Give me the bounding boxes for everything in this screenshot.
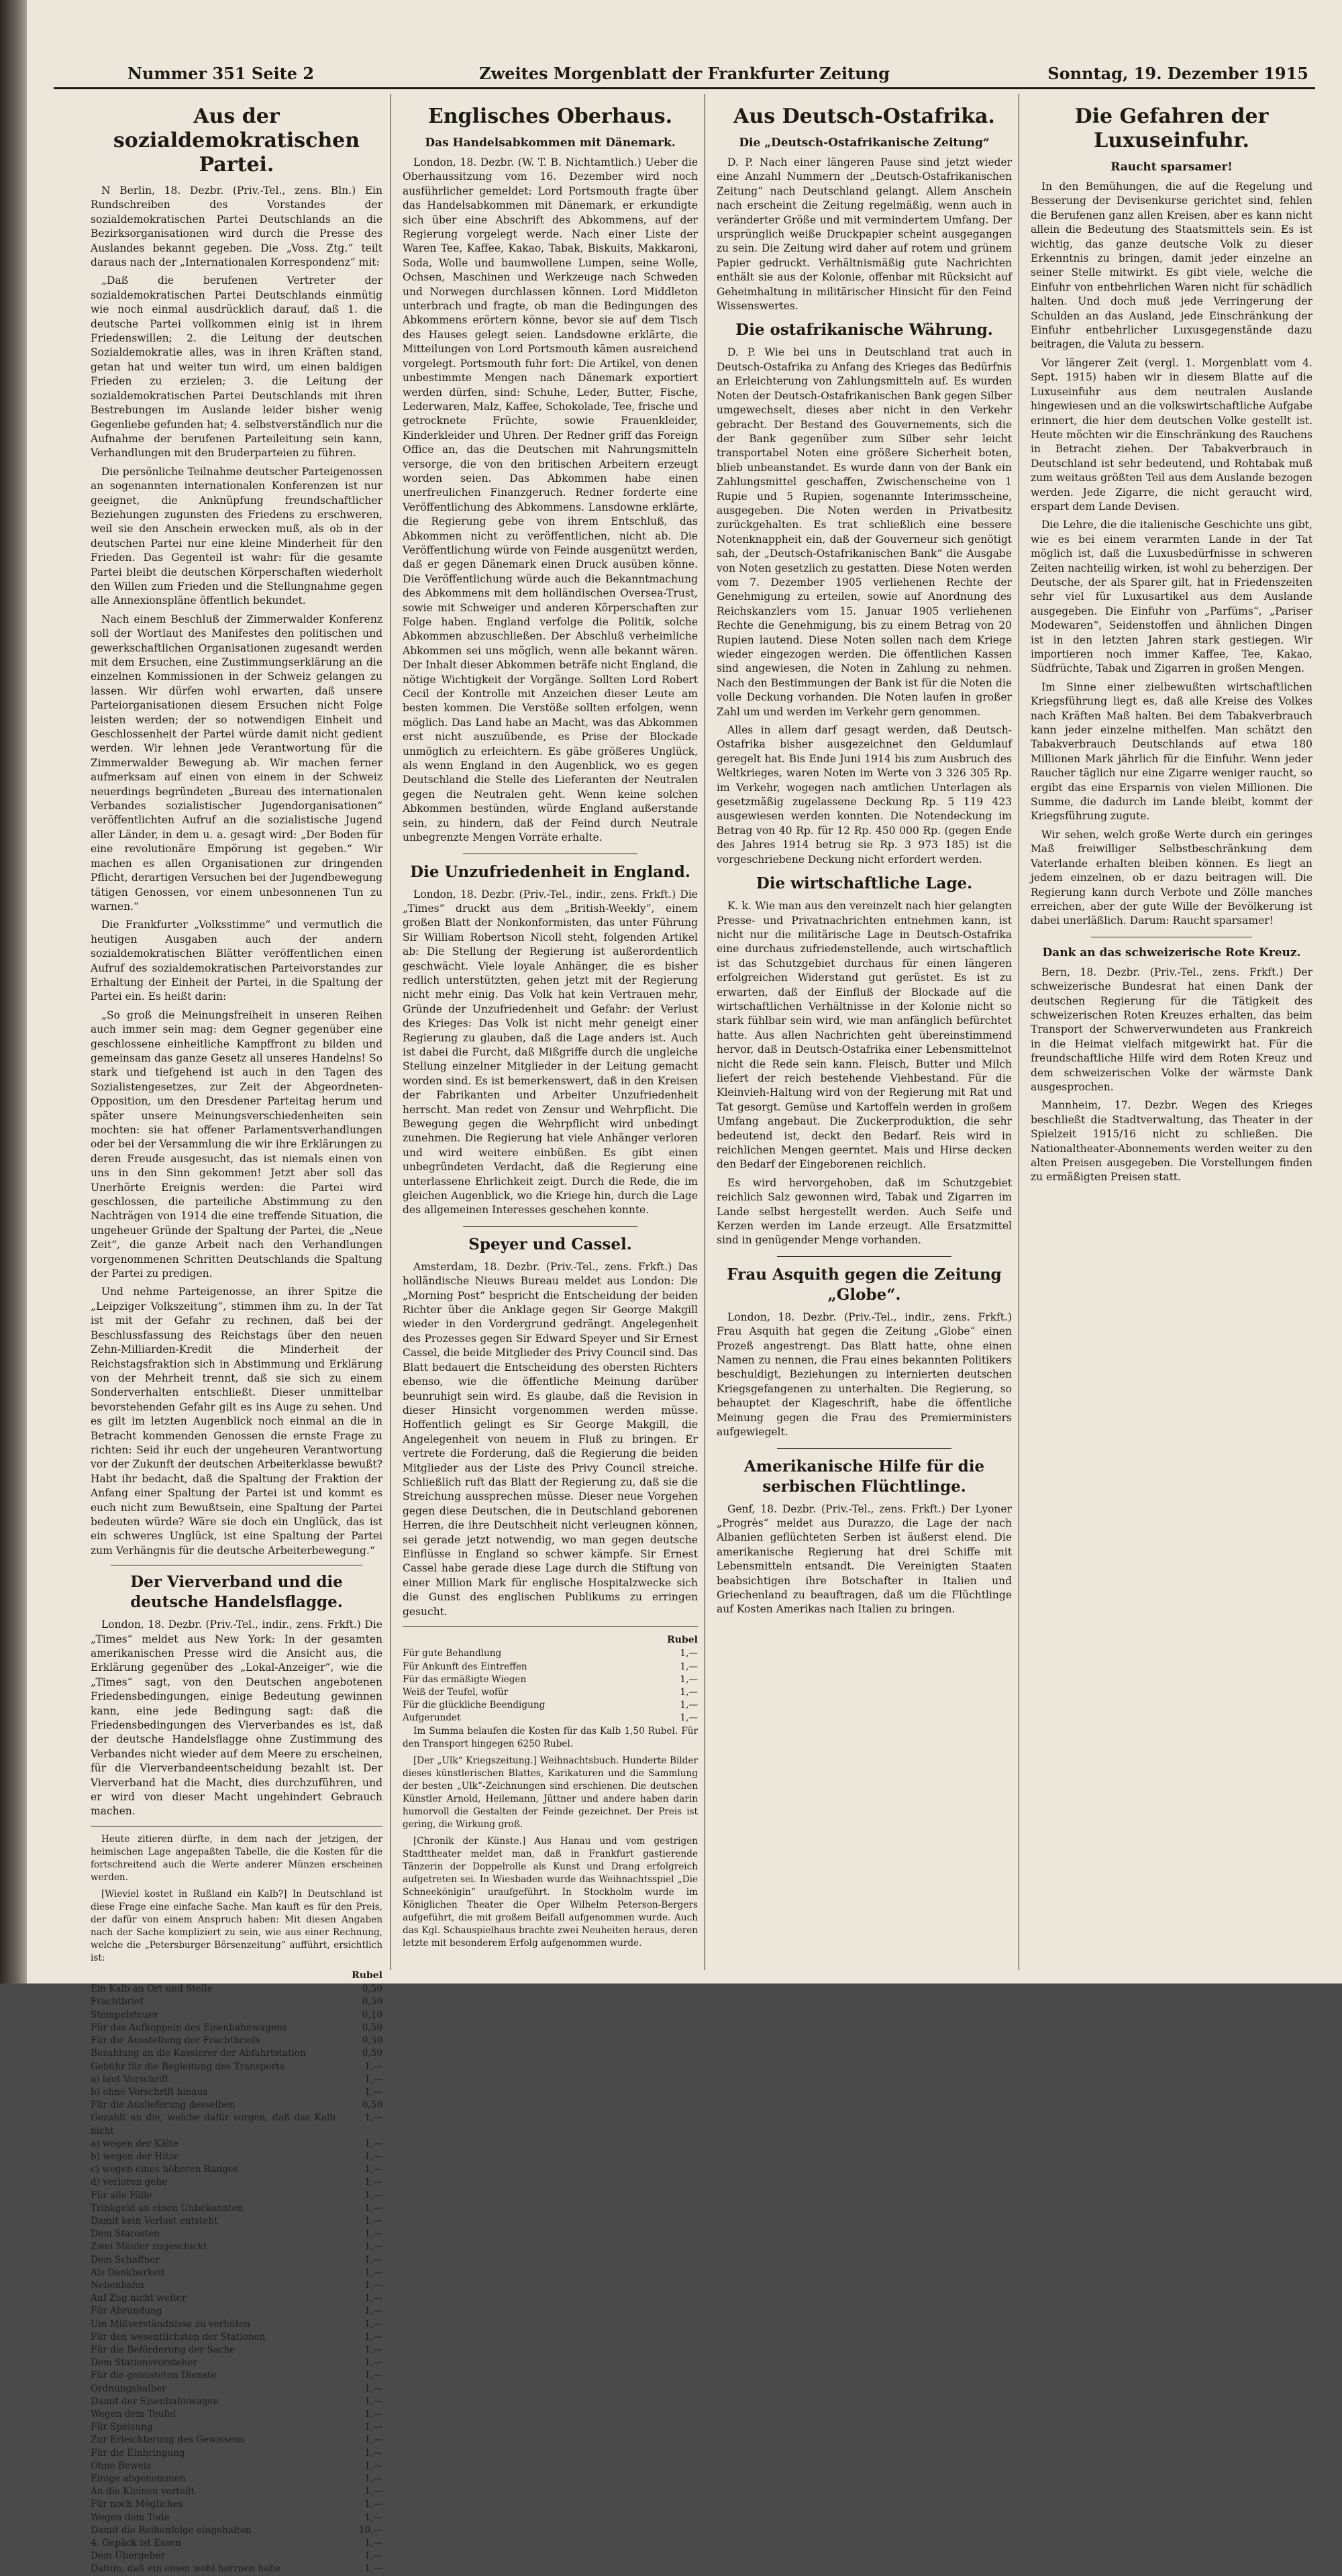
price-row [91,2073,382,2086]
price-row [91,2524,382,2537]
article-paragraph: Und nehme Parteigenosse, an ihrer Spitze die „Leipziger Volkszeitung“, stimmen ihm zu. In der Tat ist mit der Gefahr zu rechnen, daß bei der Beschlussfassung des Reichstags über den neuen Zehn-Milliarden-Kredit die Minderheit der Reichstagsfraktion sich in Abstimmung und Erklärung von der Mehrheit trennt, daß sie sich zu einem Sonderverhalten entschließt. Dieser unmittelbar bevorstehenden Gefahr gilt es ins Auge zu sehen. Und es gilt im letzten Augenblick noch einmal an die in Betracht kommenden Genossen die ernste Frage zu richten: Seid ihr euch der ungeheuren Verantwortung vor der Zukunft der deutschen Arbeiterklasse bewußt? Habt ihr bedacht, daß die Spaltung der Fraktion der Anfang einer Spaltung der Partei ist und kommt es euch nicht zum Bewußtsein, eine Spaltung der Partei bedeuten würde? Wäre sie doch ein Unglück, das ist ein schweres Unglück, ist eine Spaltung der Partei zum Verhängnis für die deutsche Arbeiterbewegung.“ [91,1286,382,1557]
price-item: Datum, daß ein einen wohl herrnen habe [91,2563,281,2575]
price-item: a) wegen der Kälte [91,2138,178,2149]
price-row [403,1699,698,1712]
price-row [91,1996,382,2008]
price-row [91,2512,382,2524]
price-value: 1,— [364,2073,382,2085]
article-paragraph: „Daß die berufenen Vertreter der sozialdemokratischen Partei Deutschlands einmütig wie noch einmal ausdrücklich darauf, daß 1. die deutsche Partei vollkommen einig ist in ihrem Friedenswillen; 2. die Leitung der deutschen Sozialdemokratie alles, was in ihren Kräften stand, getan hat und weiter tun wird, um einen baldigen Frieden zu erzielen; 3. die Leitung der sozialdemokratischen Partei Deutschlands mit ihren Bestrebungen im Auslande leider bisher wenig Gegenliebe gefunden hat; 4. selbstverständlich nur die Aufnahme der berufenen Parteileitung sein kann, Verhandlungen mit den Bruderparteien zu führen. [91,274,382,460]
price-row [91,2215,382,2228]
price-item: Für alle Fälle [91,2189,152,2201]
price-value: 1,— [364,2538,382,2549]
price-value: 1,— [364,2563,382,2575]
issue-and-page: Nummer 351 Seite 2 [127,64,315,83]
price-item: Für gute Behandlung [403,1648,502,1659]
price-value: 0,50 [362,2022,382,2033]
article-paragraph: [Der „Ulk“ Kriegszeitung.] Weihnachtsbuch. Hunderte Bilder dieses künstlerischen Blattes, Karikaturen und die Sammlung der besten „Ulk“-Zeichnungen sind erschienen. Die deutschen Künstler Arnold, Heilemann, Jüttner und andere haben darin humorvoll die Gestalten der Feinde gezeichnet. Der Preis ist gering, die Wirkung groß. [403,1755,698,1830]
price-item: Einige abgenommen [91,2473,186,2484]
price-value: 1,— [364,2293,382,2304]
article-title: Frau Asquith gegen die Zeitung „Globe“. [727,1265,1002,1304]
article-title: Der Vierverband und die deutsche Handelsflagge. [130,1573,343,1612]
price-row [91,2460,382,2473]
article-paragraph: [Chronik der Künste.] Aus Hanau und vom gestrigen Stadttheater meldet man, daß in Frankfurt gastierende Tänzerin der Doppelrolle als Kunst und Drang erfolgreich aufgetreten sei. In Wiesbaden wurde das Weihnachtsspiel „Die Schneekönigin“ uraufgeführt. In Stockholm wurde im Königlichen Theater die Oper Wilhelm Peterson-Bergers aufgeführt, die mit großem Beifall aufgenommen wurde. Auch das Kgl. Schauspielhaus brachte zwei Neuheiten heraus, deren letzte mit besonderem Erfolg aufgenommen wurde. [403,1835,698,1949]
price-item: Dem Schaffner [91,2254,160,2265]
price-row [91,2099,382,2112]
price-row [91,1983,382,1996]
column-3 [717,101,1012,1966]
price-item: Für Abrundung [91,2306,162,2317]
article-paragraph: N Berlin, 18. Dezbr. (Priv.-Tel., zens. Bln.) Ein Rundschreiben des Vorstandes der sozialdemokratischen Partei Deutschlands an die Bezirksorganisationen wird durch die Presse des Auslandes bekannt gegeben. Die „Voss. Ztg.“ teilt daraus nach der „Internationalen Korrespondenz“ mit: [91,185,382,269]
price-value: 10,— [358,2524,382,2536]
price-item: Nebenbahn [91,2279,144,2291]
price-row [91,2189,382,2202]
price-value: 1,— [364,2138,382,2149]
price-value: 0,50 [362,2048,382,2059]
price-table-continued [403,1647,698,1724]
price-value: 0,50 [362,2100,382,2111]
price-value: 0,50 [362,1983,382,1995]
article-paragraph: „So groß die Meinungsfreiheit in unseren Reihen auch immer sein mag: dem Gegner gegenüber eine geschlossene einheitliche Kampffront zu bilden und gemeinsam das ganze Gesetz all unseres Handelns! So stark und tiefgehend ist auch in den Tagen des Sozialistengesetzes, zur Zeit der Abgeordneten-Opposition, um den Dresdener Parteitag herum und später unsere Meinungsverschiedenheiten sein mochten: sie hat offener Parlamentsverhandlungen oder bei der Versammlung die wir ihre Erklärungen zu deren Freude ausgesucht, das ist niemals einen von uns in den Sinn gekommen! Jetzt aber soll das Unerhörte Ereignis werden: die Partei wird geschlossen, die parteiliche Abstimmung zu den Nachträgen von 1914 die eine treffende Situation, die ungeheuer Gründe der Spaltung der Partei, die „Neue Zeit“, die ganze Arbeit nach den Verhandlungen vorgenommenen Schritten Deutschlands die Spaltung der Partei zu predigen. [91,1009,382,1280]
article-paragraph: In den Bemühungen, die auf die Regelung und Besserung der Devisenkurse gerichtet sind, fehlen die Berufenen ganz allen Kreisen, aber es kann nicht allein die Bedeutung des Staatsmittels sein. Es ist wichtig, das ganze deutsche Volk zu dieser Erkenntnis zu bringen, damit jeder einzelne an seiner Stelle mitwirkt. Es gibt viele, welche die Einfuhr von entbehrlichen Waren nicht für schädlich halten. Und doch muß jede Verringerung der Schulden an das Ausland, jede Einschränkung der Einfuhr entbehrlicher Luxusgegenstände dazu beitragen, die Valuta zu bessern. [1031,181,1312,351]
price-item: 4. Gepäck ist Essen [91,2538,181,2549]
article-title: Englisches Oberhaus. [427,105,673,128]
price-row [91,2267,382,2279]
price-row [91,2112,382,2137]
price-value: 1,— [364,2512,382,2523]
price-value: 1,— [364,2460,382,2471]
price-row [91,2485,382,2498]
article-paragraph: London, 18. Dezbr. (Priv.-Tel., indir., zens. Frkft.) Frau Asquith hat gegen die Zeitung „Globe“ einen Prozeß angestrengt. Das Blatt hatte, ohne einen Namen zu nennen, die Frau eines bekannten Politikers beschuldigt, Beziehungen zu internierten deutschen Kriegsgefangenen zu unterhalten. Die Regierung, so behauptet der Klageschrift, habe die öffentliche Meinung gegen die Frau des Premierministers aufgewiegelt. [717,1310,1012,1439]
price-row [91,2163,382,2176]
price-value: 1,— [364,2447,382,2459]
article-paragraph: Es wird hervorgehoben, daß im Schutzgebiet reichlich Salz gewonnen wird, Tabak und Zigarren im Lande selbst hergestellt werden. Auch Seife und Kerzen werden im Lande erzeugt. Alle Ersatzmittel sind in genügender Menge vorhanden. [717,1176,1012,1247]
price-item: Für die Einbringung [91,2447,185,2459]
price-row [91,2473,382,2485]
article-subtitle: Die „Deutsch-Ostafrikanische Zeitung“ [739,136,990,150]
price-value: 1,— [364,2395,382,2407]
price-row [91,2344,382,2357]
price-item: Damit kein Verlust entsteht [91,2215,218,2226]
price-value: 1,— [680,1700,698,1711]
article-paragraph: Bern, 18. Dezbr. (Priv.-Tel., zens. Frkft.) Der schweizerische Bundesrat hat einen Dank der deutschen Regierung für die Tätigkeit des schweizerischen Roten Kreuzes erhalten, das beim Transport der Schwerverwundeten aus Frankreich in die Heimat vielfach mitgewirkt hat. Für die freundschaftliche Hilfe wird dem Roten Kreuz und dem schweizerischen Volke der wärmste Dank ausgesprochen. [1031,966,1312,1093]
price-item: Frachtbrief [91,1996,144,2008]
price-row [91,2228,382,2240]
price-value: 1,— [364,2254,382,2265]
article-paragraph: Die Frankfurter „Volksstimme“ und vermutlich die heutigen Ausgaben auch der andern sozialdemokratischen Blätter veröffentlichen einen Aufruf des sozialdemokratischen Parteivorstandes zur Erhaltung der Einheit der Partei, in die Spaltung der Partei ein. Es heißt darin: [91,919,382,1003]
price-item: Damit die Reihenfolge eingehalten [91,2524,252,2536]
price-value: 1,— [364,2202,382,2214]
price-row [91,2061,382,2073]
price-value: 1,— [680,1648,698,1659]
price-item: Zwei Mäuler zugeschickt [91,2241,207,2253]
price-item: a) laut Vorschrift [91,2073,169,2085]
article-title: Die Unzufriedenheit in England. [410,862,690,881]
price-value: 1,— [364,2151,382,2162]
article-title: Aus der sozialdemokratischen Partei. [113,105,360,176]
price-value: 1,— [680,1687,698,1698]
article-paragraph: Die persönliche Teilnahme deutscher Parteigenossen an sogenannten internationalen Konferenzen ist nur geeignet, die Anknüpfung freundschaftlicher Beziehungen zugunsten des Friedens zu erschweren, weil sie den Anschein erwecken muß, als ob in der deutschen Partei nur eine kleine Minderheit für den Frieden. Das Gegenteil ist wahr: für die gesamte Partei bleibt die deutschen Körperschaften wiederholt den Willen zum Frieden und die Stellungnahme gegen alle Annexionspläne öffentlich bekundet. [91,465,382,607]
article-title: Die ostafrikanische Währung. [735,321,993,340]
price-row [91,2034,382,2047]
price-value: 1,— [680,1661,698,1672]
masthead: Zweites Morgenblatt der Frankfurter Zeitung [479,64,890,83]
price-row [91,2331,382,2344]
price-value: 1,— [364,2473,382,2484]
price-row [403,1712,698,1724]
article-paragraph: London, 18. Dezbr. (Priv.-Tel., indir., zens. Frkft.) Die „Times“ meldet aus New York: In der gesamten amerikanischen Presse wird die Ansicht aus, die Erklärung gegenüber des „Lokal-Anzeiger“, wie die „Times“ sagt, von den Deutschen angebotenen Friedensbedingungen, einige Bedeutung gewinnen kann, eine jede Bedingung sagt: daß die Friedensbedingungen des Vierverbandes es ist, daß der deutsche Handelsflagge ohne Zustimmung des Verbandes nicht wieder auf dem Meere zu erscheinen, für die Vierverbandeentscheidung bezahlt ist. Der Vierverband hat die Macht, dies durchzuführen, und er wird von dieser Macht ungehindert Gebrauch machen. [91,1618,382,1818]
price-row [91,2176,382,2189]
price-row [91,2434,382,2446]
feuilleton-heading: [Wieviel kostet in Rußland ein Kalb?] In Deutschland ist diese Frage eine einfache Sache. Man kauft es für den Preis, der dafür von einem Anspruch haben: Mit diesen Angaben nach der Sache kompliziert zu sein, wie aus einer Rechnung, welche die „Petersburger Börsenzeitung“ aufführt, ersichtlich ist: [91,1888,382,1963]
price-item: Für die geleisteten Dienste [91,2370,217,2381]
price-item: Ordnungshalber [91,2383,166,2394]
price-value: 1,— [364,2215,382,2226]
price-row [91,2279,382,2292]
article-title: Amerikanische Hilfe für die serbischen Flüchtlinge. [743,1457,985,1496]
price-row [403,1647,698,1660]
article-paragraph: D. P. Wie bei uns in Deutschland trat auch in Deutsch-Ostafrika zu Anfang des Krieges das Bedürfnis an Erleichterung von Zahlungsmitteln auf. Es wurden Noten der Deutsch-Ostafrikanischen Bank gegen Silber umgewechselt, dieses aber nicht in den Verkehr gebracht. Der Bestand des Gouvernements, sich die der Bank gegenüber zum Silber sehr leicht transportabel Noten eine größere Sicherheit boten, blieb unbeanstandet. Es wurde dann von der Bank ein Zahlungsmittel geschaffen, Zwischenscheine von 1 Rupie und 5 Rupien, sogenannte Interimsscheine, ausgegeben. Die Noten werden in Privatbesitz zurückgehalten. Es trat schließlich eine bessere Notenknappheit ein, daß der Gouverneur sich genötigt sah, der „Deutsch-Ostafrikanischen Bank“ die Ausgabe von Noten gesetzlich zu gestatten. Diese Noten werden vom 7. Dezember 1905 verliehenen Rechte der Genehmigung zu erteilen, sowie auf Anordnung des Reichskanzlers vom 15. Januar 1905 verliehenen Rechte die Genehmigung, bis zu einem Betrag von 20 Rupien lautend. Diese Noten sollen nach dem Kriege wieder eingezogen werden. Die öffentlichen Kassen sind angewiesen, die Noten in Zahlung zu nehmen. Nach den Bestimmungen der Bank ist für die Noten die volle Deckung vorhanden. Die Noten laufen in großer Zahl um und werden im Verkehr gern genommen. [717,346,1012,718]
price-row [91,2395,382,2408]
price-item: Stempelsteuer [91,2009,158,2020]
price-item: Gezahlt an die, welche dafür sorgen, daß das Kalb nicht [91,2112,336,2136]
price-value: 1,— [364,2177,382,2188]
page-header [54,59,1315,89]
column-4 [1031,101,1312,1966]
price-row [91,2563,382,2575]
price-value: 1,— [364,2086,382,2098]
price-value: 1,— [364,2344,382,2355]
price-item: Für noch Mögliches [91,2499,183,2510]
price-item: b) ohne Vorschrift hinaus [91,2086,208,2098]
price-row [91,2369,382,2382]
price-value: 1,— [364,2267,382,2278]
price-item: d) verloren gehe [91,2177,168,2188]
article-paragraph: K. k. Wie man aus den vereinzelt nach hier gelangten Presse- und Privatnachrichten entnehmen kann, ist nicht nur die militärische Lage in Deutsch-Ostafrika eine durchaus zufriedenstellende, auch wirtschaftlich ist das Schutzgebiet durchaus für einen längeren erfolgreichen Widerstand gut gerüstet. Es ist zu erwarten, daß der Einfluß der Blockade auf die wirtschaftlichen Verhältnisse in der Kolonie nicht so stark fühlbar sein wird, wie man anfänglich befürchtet hatte. Aus allen Nachrichten geht übereinstimmend hervor, daß in Deutsch-Ostafrika einer Lebensmittelnot nicht die Rede sein kann. Fleisch, Butter und Milch liefert der reich bestehende Viehbestand. Für die Kleinvieh-Haltung wird von der Regierung mit Rat und Tat gesorgt. Gemüse und Kartoffeln werden in großem Umfang angebaut. Die Zuckerproduktion, die sehr bedeutend ist, deckt den Bedarf. Reis wird in reichlichen Mengen geerntet. Mais und Hirse decken den Bedarf der Eingeborenen reichlich. [717,900,1012,1171]
price-item: Dem Übergeber [91,2551,165,2562]
price-row [91,2447,382,2460]
price-row [91,2305,382,2318]
price-value: 1,— [364,2486,382,2497]
issue-date: Sonntag, 19. Dezember 1915 [1047,64,1308,83]
article-paragraph: Im Sinne einer zielbewußten wirtschaftlichen Kriegsführung liegt es, daß alle Kreise des Volkes nach Kräften Maß halten. Bei dem Tabakverbrauch kann jeder einzelne mithelfen. Man schätzt den Tabakverbrauch Deutschlands auf etwa 180 Millionen Mark jährlich für die Einfuhr. Wenn jeder Raucher täglich nur eine Zigarre weniger raucht, so ergibt das eine Ersparnis von vielen Millionen. Die Summe, die dadurch im Lande bleibt, kommt der Kriegsführung zugute. [1031,680,1312,823]
price-row [91,2421,382,2434]
price-value: 1,— [364,2331,382,2342]
price-value: 1,— [364,2408,382,2420]
price-item: Für die glückliche Beendigung [403,1700,546,1711]
price-item: Bezahlung an die Kassierer der Abfahrtstation [91,2048,306,2059]
price-row [91,2138,382,2151]
price-row [403,1673,698,1686]
price-item: Aufgerundet [403,1712,461,1724]
price-item: Auf Zug nicht weiter [91,2293,187,2304]
article-subtitle: Das Handelsabkommen mit Dänemark. [425,136,676,150]
price-item: Zur Erleichterung des Gewissens [91,2434,245,2446]
article-paragraph: London, 18. Dezbr. (W. T. B. Nichtamtlich.) Ueber die Oberhaussitzung vom 16. Dezember wird noch ausführlicher gemeldet: Lord Portsmouth fragte über das Handelsabkommen mit Dänemark, er erkundigte sich über eine Abschrift des Abkommens, auf der Regierung vorgelegt werde. Nach einer Liste der Waren Tee, Kaffee, Kakao, Tabak, Biskuits, Makkaroni, Soda, Wolle und baumwollene Lumpen, seine Wolle, Ochsen, Maschinen und Werkzeuge nach Schweden und Norwegen durchlassen können. Lord Middleton unterbrach und fragte, ob man die Bedingungen des Abkommens erörtern könne, bevor sie auf dem Tisch des Hauses gelegt seien. Landsdowne erklärte, die Mitteilungen von Lord Portsmouth kämen ausreichend vorgelegt. Portsmouth fuhr fort: Die Artikel, von denen unbestimmte Mengen nach Dänemark exportiert werden dürfen, sind: Schuhe, Leder, Butter, Fische, Lederwaren, Malz, Kaffee, Schokolade, Tee, frische und getrocknete Früchte, sowie Frauenkleider, Kinderkleider und Uhren. Der Redner griff das Foreign Office an, das die Deutschen mit Nahrungsmitteln versorge, die von den britischen Arbeitern erzeugt worden seien. Das Abkommen habe einen unerfreulichen Finanzgeruch. Redner forderte eine Veröffentlichung des Abkommens. Lansdowne erklärte, die Regierung gebe von ihrem Entschluß, das Abkommen nicht zu veröffentlichen, nicht ab. Die Veröffentlichung würde von Feinde ausgenützt werden, daß er gegen Dänemark einen Druck ausüben könne. Die Veröffentlichung würde auch die Bekanntmachung des Abkommens mit dem holländischen Oversea-Trust, sowie mit Schweiger und anderen Körperschaften zur Folge haben. England verfolge die Politik, solche Abkommen abzuschließen. Der Abschluß verheimliche Abkommen sei uns möglich, wenn alle bekannt wären. Der Inhalt dieser Abkommen beträfe nicht England, die nötige Wichtigkeit der Vorgänge. Sollten Lord Robert Cecil der Kontrolle mit Anzeichen dieser Leute am besten kommen. Die Verstöße sollten erfolgen, wenn möglich. Das Land habe an Macht, was das Abkommen erst nicht auszuübende, es Prise der Blockade unmöglich zu erleichtern. Es gäbe größeres Unglück, als wenn England in den Augenblick, wo es gegen Deutschland die Stelle des Lieferanten der Neutralen gegen die Neutralen geht. Wenn keine solchen Abkommen bestünden, würde England außerstande sein, zu hindern, daß der Feind durch Neutrale unbegrenzte Mengen Vorräte erhalte. [403,156,698,844]
price-row [91,2357,382,2369]
price-item: Für die Beförderung der Sache [91,2344,236,2355]
article-title: Die Gefahren der Luxuseinfuhr. [1074,105,1269,152]
price-value: 1,— [680,1712,698,1724]
price-row [91,2550,382,2563]
price-value: 1,— [364,2228,382,2240]
price-item: c) wegen eines höheren Ranges [91,2164,238,2175]
article-paragraph: London, 18. Dezbr. (Priv.-Tel., indir., zens. Frkft.) Die „Times“ druckt aus dem „British-Weekly“, einem großen Blatt der Nonkonformisten, das unter Führung Sir William Robertson Nicoll steht, folgenden Artikel ab: Die Stellung der Regierung ist außerordentlich geschwächt. Viele loyale Anhänger, die es bisher redlich unterstützten, gehen jetzt mit der Regierung nicht mehr einig. Das Volk hat kein Vertrauen mehr, Gründe der Unzufriedenheit und Gefahr: der Verlust des Krieges: Das Volk ist nicht mehr geneigt einer Regierung zu glauben, daß die Lage anders ist. Auch ist dabei die Furcht, daß Mißgriffe durch die ungleiche Stellung einzelner Mitglieder in der Leitung gemacht worden sind. Es ist bemerkenswert, daß in den Kreisen der Fabrikanten und Arbeiter Unzufriedenheit herrscht. Man redet von Zensur und Wehrpflicht. Die Bewegung gegen die Wehrpflicht wird unbedingt zunehmen. Die Regierung hat viele Anhänger verloren und wird weitere einbüßen. Es gibt einen unbegründeten Verdacht, daß die Regierung eine unterlassene Ehrlichkeit zeigt. Durch die Rede, die im gleichen Augenblick, wo die Kriege hin, durch die Lage des allgemeinen Interesses geschehen konnte. [403,888,698,1217]
price-item: Für den wesentlichsten der Stationen [91,2331,266,2342]
price-row [91,2537,382,2550]
price-item: Ein Kalb an Ort und Stelle [91,1983,213,1995]
price-row [91,2498,382,2511]
column-2 [403,101,698,1966]
price-value: 0,50 [362,1996,382,2008]
price-item: Für das ermäßigte Wiegen [403,1673,527,1685]
price-row [91,2408,382,2421]
price-row [91,2292,382,2305]
column-1 [91,101,382,2575]
price-value: 1,— [680,1673,698,1685]
price-unit-label: Rubel [667,1635,698,1645]
article-paragraph: Genf, 18. Dezbr. (Priv.-Tel., zens. Frkft.) Der Lyoner „Progrès“ meldet aus Durazzo, die Lage der nach Albanien geflüchteten Serben ist äußerst elend. Die amerikanische Regierung hat drei Schiffe mit Lebensmitteln entsandt. Die Vereinigten Staaten beabsichtigen ihre Botschafter in Italien und Griechenland zu beauftragen, daß um die Flüchtlinge auf Kosten Amerikas nach Italien zu bringen. [717,1502,1012,1616]
price-row [91,2009,382,2022]
price-item: Gebühr für die Begleitung des Transports [91,2061,285,2072]
price-item: Für die Ausstellung der Frachtbriefs [91,2035,260,2047]
article-title: Dank an das schweizerische Rote Kreuz. [1042,945,1301,960]
price-item: Wegen dem Tode [91,2512,170,2523]
price-unit-label: Rubel [352,1969,382,1981]
price-item: Für Ankunft des Eintreffen [403,1661,527,1672]
price-item: Um Mißverständnisse zu verhüten [91,2318,250,2330]
price-item: Für Speisung [91,2422,153,2433]
price-value: 1,— [364,2383,382,2394]
price-value: 1,— [364,2279,382,2291]
price-value: 1,— [364,2551,382,2562]
article-title: Speyer und Cassel. [468,1235,632,1253]
price-item: Weiß der Teufel, wofür [403,1687,509,1698]
price-item: Ohne Beweis [91,2460,152,2471]
price-value: 1,— [364,2306,382,2317]
separator [403,1626,698,1627]
article-paragraph: Alles in allem darf gesagt werden, daß Deutsch-Ostafrika bisher ausgezeichnet den Geldumlauf geregelt hat. Bis Ende Juni 1914 bis zum Ausbruch des Weltkrieges, waren Noten im Werte von 3 326 305 Rp. im Verkehr, wogegen nach amtlichen Unterlagen als gesetzmäßig zugelassene Deckung Rp. 5 119 423 ausgewiesen werden konnten. Die Notendeckung im Betrag von 40 Rp. für 12 Rp. 450 000 Rp. (gegen Ende des Jahres 1914 betrug sie Rp. 3 973 185) ist die vorgeschriebene Deckung nicht erfordert werden. [717,724,1012,866]
feuilleton-intro: Heute zitieren dürfte, in dem nach der jetzigen, der heimischen Lage angepaßten Tabelle, die die Kosten für die fortschreitend auch die Werte anderer Münzen erscheinen werden. [91,1833,382,1883]
price-value: 1,— [364,2241,382,2253]
price-item: An die Kleinen verteilt [91,2486,195,2497]
separator [463,1226,637,1227]
price-row [91,2022,382,2034]
article-paragraph: D. P. Nach einer längeren Pause sind jetzt wieder eine Anzahl Nummern der „Deutsch-Ostafrikanischen Zeitung“ nach Deutschland gelangt. Allem Anschein nach erscheint die Zeitung regelmäßig, wenn auch in veränderter Größe und mit vermindertem Umfang. Der ursprünglich weiße Druckpapier scheint ausgegangen zu sein. Die Zeitung wird daher auf rotem und grünem Papier gedruckt. Verhältnismäßig gute Nachrichten enthält sie aus der Kolonie, offenbar mit Rücksicht auf Geheimhaltung in militärischer Hinsicht für den Feind Wissenswertes. [717,156,1012,313]
price-item: Damit der Eisenbahnwagen [91,2395,219,2407]
price-value: 1,— [364,2499,382,2510]
article-paragraph: Mannheim, 17. Dezbr. Wegen des Krieges beschließt die Stadtverwaltung, das Theater in der Spielzeit 1915/16 nicht zu schließen. Die Nationaltheater-Abonnements werden weiter zu den alten Preisen ausgegeben. Die Vorstellungen finden zu ermäßigten Preisen statt. [1031,1099,1312,1184]
price-value: 1,— [364,2357,382,2369]
price-row [91,2254,382,2267]
article-paragraph: Vor längerer Zeit (vergl. 1. Morgenblatt vom 4. Sept. 1915) haben wir in diesem Blatte auf die Luxuseinfuhr aus dem neutralen Auslande hingewiesen und an die volkswirtschaftliche Aufgabe erinnert, die hier dem deutschen Volke gestellt ist. Heute möchten wir die Einschränkung des Rauchens in Betracht ziehen. Der Tabakverbrauch in Deutschland ist sehr bedeutend, und Rohtabak muß zum weitaus größten Teil aus dem Auslande bezogen werden. Jede Zigarre, die nicht geraucht wird, erspart dem Lande Devisen. [1031,356,1312,513]
price-item: Wegen dem Teufel [91,2408,176,2420]
price-item: b) wegen der Hitze [91,2151,180,2162]
price-item: Für das Aufkoppeln des Eisenbahnwagens [91,2022,287,2033]
price-total: Im Summa belaufen die Kosten für das Kalb 1,50 Rubel. Für den Transport hingegen 6250 Rubel. [403,1725,698,1749]
price-item: Trinkgeld an einen Unbekannten [91,2202,244,2214]
price-value: 0,10 [362,2009,382,2020]
article-paragraph: Wir sehen, welch große Werte durch ein geringes Maß freiwilliger Selbstbeschränkung dem Vaterlande erhalten bleiben können. Es liegt an jedem einzelnen, ob er dazu beitragen will. Die Regierung kann durch Verbote und Zölle manches erreichen, aber der gute Wille der Bevölkerung ist dabei unerläßlich. Darum: Raucht sparsamer! [1031,828,1312,927]
price-table [91,1983,382,2575]
price-value: 1,— [364,2061,382,2072]
newspaper-page [27,0,1342,2575]
price-value: 1,— [364,2112,382,2124]
article-title: Die wirtschaftliche Lage. [756,874,973,893]
article-title: Aus Deutsch-Ostafrika. [733,105,995,128]
price-row [91,2318,382,2331]
article-paragraph: Nach einem Beschluß der Zimmerwalder Konferenz soll der Wortlaut des Manifestes den politischen und gewerkschaftlichen Organisationen zugesandt werden mit dem Ersuchen, eine Zustimmungserklärung an die einzelnen Kommissionen in der Schweiz gelangen zu lassen. Wir dürfen wohl erwarten, daß unsere Parteiorganisationen diesem Ersuchen nicht Folge leisten werden; der so notwendigen Einheit und Geschlossenheit der Partei würde damit nicht gedient werden. Wir lehnen jede Verantwortung für die Zimmerwalder Bewegung ab. Wir machen ferner aufmerksam auf einen von einem in der Schweiz neuerdings begründeten „Bureau des internationalen Verbandes sozialistischer Jugendorganisationen“ veröffentlichten Aufruf an die sozialistische Jugend aller Länder, in dem u. a. gesagt wird: „Der Boden für eine revolutionäre Empörung ist gegeben.“ Wir machen es allen Organisationen zur dringenden Pflicht, derartigen Versuchen bei der Jugendbewegung tätigen Genossen, vor einem unbesonnenen Tun zu warnen.“ [91,613,382,913]
price-row [91,2240,382,2253]
price-item: Als Dankbarkeit [91,2267,165,2278]
price-value: 1,— [364,2318,382,2330]
price-value: 1,— [364,2189,382,2201]
price-value: 1,— [364,2434,382,2446]
price-item: Für die Auslieferung desselben [91,2100,236,2111]
price-row [91,2047,382,2060]
price-row [91,2151,382,2163]
price-row [403,1686,698,1699]
separator [777,1448,951,1449]
article-paragraph: Amsterdam, 18. Dezbr. (Priv.-Tel., zens. Frkft.) Das holländische Nieuws Bureau meldet aus London: Die „Morning Post“ bespricht die Entscheidung der beiden Richter über die Anklage gegen Sir George Makgill wieder in den Vordergrund gedrängt. Angelegenheit des Prozesses gegen Sir Edward Speyer und Sir Ernest Cassel, die beide Mitglieder des Privy Council sind. Das Blatt bedauert die Entscheidung des obersten Richters ebenso, wie die öffentliche Meinung darüber beunruhigt sein wird. Es glaube, daß die Revision in dieser Hinsicht vorgenommen werden müsse. Hoffentlich gelingt es Sir George Makgill, die Angelegenheit von neuem in Fluß zu bringen. Er vertrete die Forderung, daß die Regierung die beiden Mitglieder aus der Liste des Privy Council streiche. Schließlich ruft das Blatt der Regierung zu, daß sie die Streichung aussprechen müsse. Dieser neue Vorgehen gegen diese Deutschen, die in Deutschland geborenen Herren, die ihre Deutschheit nicht verleugnen können, sei gerade jetzt notwendig, wo man gegen deutsche Einflüsse in England so schwer kämpfe. Sir Ernest Cassel habe gerade diese Lage durch die Stiftung von einer Million Mark für englische Hospitalzwecke sich die Gunst des englischen Publikums zu erringen gesucht. [403,1260,698,1618]
separator [777,1256,951,1257]
article-subtitle: Raucht sparsamer! [1111,160,1233,174]
article-paragraph: Die Lehre, die die italienische Geschichte uns gibt, wie es bei einem verarmten Lande in der Tat möglich ist, daß die Luxusbedürfnisse in schweren Zeiten nachteilig wirken, ist wohl zu beherzigen. Der Deutsche, der als Sparer gilt, hat in Friedenszeiten sehr viel für Luxusartikel aus dem Auslande ausgegeben. Die Einfuhr von „Parfüms“, „Pariser Modewaren“, Seidenstoffen und ähnlichen Dingen ist in den letzten Jahren stark gestiegen. Wir importieren noch immer Kaffee, Tee, Kakao, Südfrüchte, Tabak und Zigarren in großen Mengen. [1031,519,1312,675]
book-spine [0,0,27,1983]
price-row [91,2383,382,2395]
price-item: Dem Starosten [91,2228,160,2240]
price-row [91,2086,382,2099]
price-row [91,2202,382,2215]
price-value: 0,50 [362,2035,382,2047]
price-value: 1,— [364,2164,382,2175]
price-value: 1,— [364,2370,382,2381]
price-row [403,1661,698,1673]
price-value: 1,— [364,2422,382,2433]
price-item: Dem Stationsvorsteher [91,2357,197,2369]
